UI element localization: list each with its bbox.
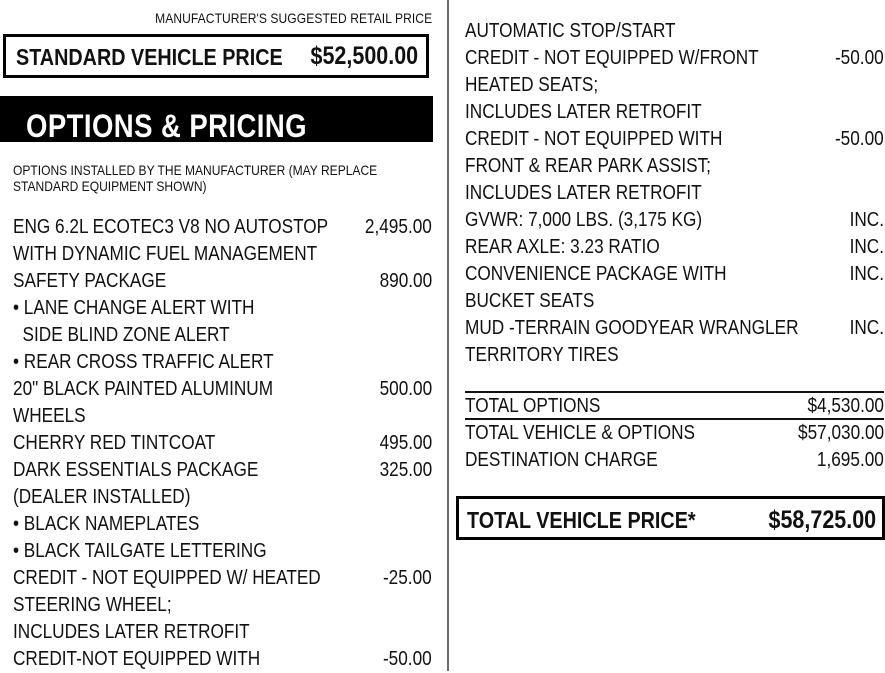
option-label: REAR AXLE: 3.23 RATIO xyxy=(465,236,660,258)
option-line xyxy=(13,484,432,511)
msrp-caption: MANUFACTURER'S SUGGESTED RETAIL PRICE xyxy=(154,10,432,26)
option-label: (DEALER INSTALLED) xyxy=(13,486,191,508)
destination-charge-value: 1,695.00 xyxy=(817,449,884,471)
option-line xyxy=(13,430,432,457)
destination-charge-label: DESTINATION CHARGE xyxy=(465,449,658,471)
option-label: • BLACK NAMEPLATES xyxy=(13,513,200,535)
option-label: CHERRY RED TINTCOAT xyxy=(13,432,216,454)
option-line xyxy=(465,234,884,261)
option-amount: -50.00 xyxy=(835,47,884,69)
option-line xyxy=(13,322,432,349)
total-options-value: $4,530.00 xyxy=(807,395,884,417)
option-line xyxy=(465,99,884,126)
option-amount: -25.00 xyxy=(383,567,432,589)
option-line xyxy=(13,592,432,619)
option-label: CREDIT - NOT EQUIPPED WITH xyxy=(465,128,723,150)
option-amount: INC. xyxy=(849,263,884,285)
standard-price-value: $52,500.00 xyxy=(310,42,418,70)
option-amount: 2,495.00 xyxy=(365,216,432,238)
option-label: • LANE CHANGE ALERT WITH xyxy=(13,297,255,319)
option-line xyxy=(13,376,432,403)
option-line xyxy=(465,153,884,180)
option-label: • BLACK TAILGATE LETTERING xyxy=(13,540,267,562)
total-options-label: TOTAL OPTIONS xyxy=(465,395,601,417)
option-amount: 325.00 xyxy=(379,459,432,481)
total-price-box xyxy=(456,496,885,540)
option-label: DARK ESSENTIALS PACKAGE xyxy=(13,459,259,481)
option-amount: 890.00 xyxy=(379,270,432,292)
option-line xyxy=(465,207,884,234)
option-line xyxy=(465,126,884,153)
option-label: CREDIT-NOT EQUIPPED WITH xyxy=(13,648,261,670)
option-label: INCLUDES LATER RETROFIT xyxy=(465,101,702,123)
option-line xyxy=(13,349,432,376)
total-vehicle-options-value: $57,030.00 xyxy=(797,422,884,444)
options-header: OPTIONS & PRICING xyxy=(0,96,433,142)
total-vehicle-options-label: TOTAL VEHICLE & OPTIONS xyxy=(465,422,696,444)
option-amount: 500.00 xyxy=(379,378,432,400)
option-line xyxy=(13,619,432,646)
option-label: MUD -TERRAIN GOODYEAR WRANGLER xyxy=(465,317,799,339)
option-amount: -50.00 xyxy=(835,128,884,150)
option-label: AUTOMATIC STOP/START xyxy=(465,20,676,42)
option-label: • REAR CROSS TRAFFIC ALERT xyxy=(13,351,274,373)
option-label: CREDIT - NOT EQUIPPED W/FRONT xyxy=(465,47,759,69)
total-options-row xyxy=(465,393,884,420)
option-line xyxy=(465,72,884,99)
option-line xyxy=(13,268,432,295)
option-label: SIDE BLIND ZONE ALERT xyxy=(13,324,230,346)
installed-note: OPTIONS INSTALLED BY THE MANUFACTURER (MAY REPLACE STANDARD EQUIPMENT SHOWN) xyxy=(13,162,378,194)
option-amount: -50.00 xyxy=(383,648,432,670)
option-label: BUCKET SEATS xyxy=(465,290,595,312)
option-label: WITH DYNAMIC FUEL MANAGEMENT xyxy=(13,243,318,265)
option-line xyxy=(13,565,432,592)
option-line xyxy=(13,511,432,538)
option-label: INCLUDES LATER RETROFIT xyxy=(13,621,250,643)
option-amount: INC. xyxy=(849,209,884,231)
option-line xyxy=(465,261,884,288)
standard-price-label: STANDARD VEHICLE PRICE xyxy=(16,44,283,70)
column-divider xyxy=(447,0,449,671)
option-line xyxy=(13,214,432,241)
option-label: ENG 6.2L ECOTEC3 V8 NO AUTOSTOP xyxy=(13,216,329,238)
option-label: CREDIT - NOT EQUIPPED W/ HEATED xyxy=(13,567,321,589)
option-line xyxy=(13,295,432,322)
option-label: HEATED SEATS; xyxy=(465,74,599,96)
total-price-value: $58,725.00 xyxy=(768,506,876,534)
standard-price-box xyxy=(3,34,429,78)
destination-charge-row xyxy=(465,447,884,474)
option-label: TERRITORY TIRES xyxy=(465,344,619,366)
option-line xyxy=(465,45,884,72)
option-line xyxy=(13,403,432,430)
option-label: CONVENIENCE PACKAGE WITH xyxy=(465,263,727,285)
option-line xyxy=(13,538,432,565)
option-line xyxy=(465,180,884,207)
option-amount: INC. xyxy=(849,236,884,258)
option-label: STEERING WHEEL; xyxy=(13,594,172,616)
option-line xyxy=(465,18,884,45)
total-price-label: TOTAL VEHICLE PRICE* xyxy=(467,507,696,533)
option-line xyxy=(13,646,432,673)
option-line xyxy=(465,288,884,315)
option-label: FRONT & REAR PARK ASSIST; xyxy=(465,155,711,177)
option-label: SAFETY PACKAGE xyxy=(13,270,167,292)
option-line xyxy=(13,457,432,484)
option-label: 20" BLACK PAINTED ALUMINUM xyxy=(13,378,274,400)
option-line xyxy=(465,342,884,369)
total-vehicle-options-row xyxy=(465,420,884,447)
option-line xyxy=(13,241,432,268)
option-line xyxy=(465,315,884,342)
option-amount: 495.00 xyxy=(379,432,432,454)
option-amount: INC. xyxy=(849,317,884,339)
option-label: WHEELS xyxy=(13,405,86,427)
option-label: INCLUDES LATER RETROFIT xyxy=(465,182,702,204)
option-label: GVWR: 7,000 LBS. (3,175 KG) xyxy=(465,209,703,231)
